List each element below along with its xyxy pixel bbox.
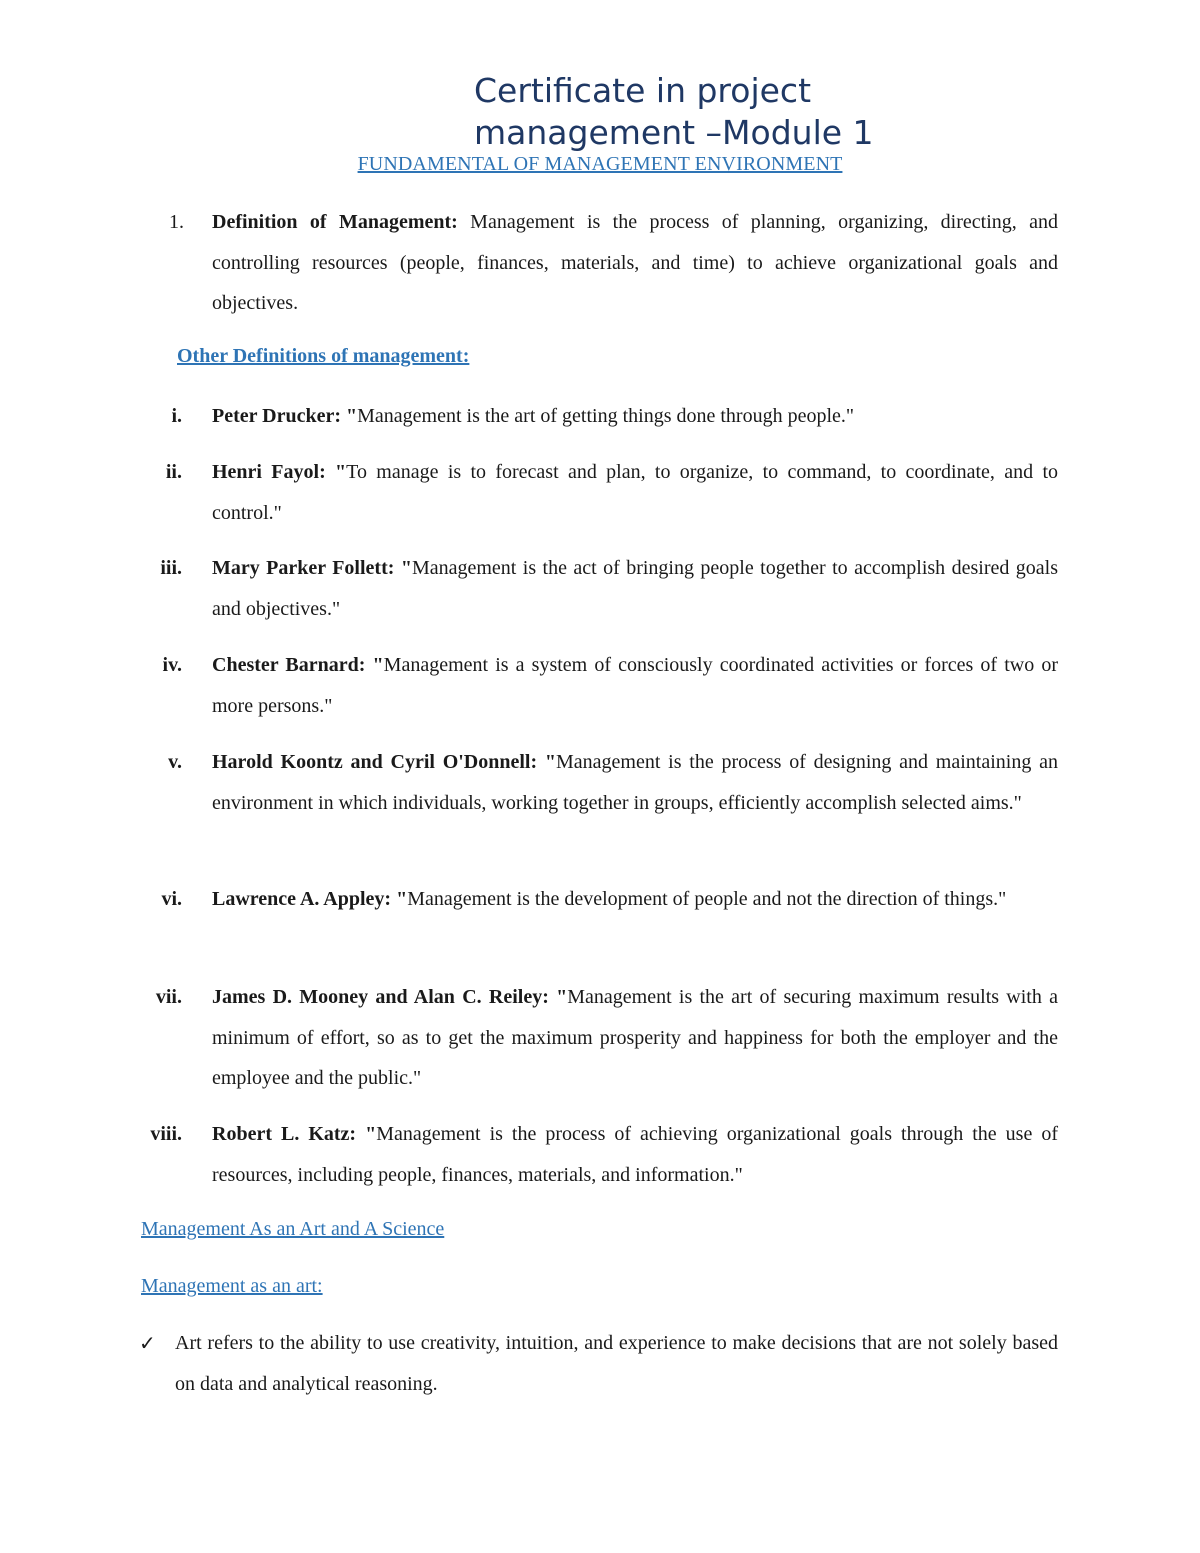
list-number: iv. xyxy=(162,654,182,676)
definition-list-item xyxy=(161,879,1058,920)
author-name: Chester Barnard: " xyxy=(212,654,384,676)
quote-text: Management is the process of achieving organizational goals through the use of resources, including people, finances, materials, and information." xyxy=(212,1123,1058,1186)
list-number: vi. xyxy=(161,888,182,910)
definition-term: Definition of Management: xyxy=(212,211,458,233)
quote-text: Management is the process of designing and maintaining an environment in which individuals, working together in groups, efficiently accomplish selected aims." xyxy=(212,751,1058,814)
art-science-heading: Management As an Art and A Science xyxy=(141,1218,445,1240)
author-name: Mary Parker Follett: " xyxy=(212,557,412,579)
definition-list-item xyxy=(165,452,1058,533)
definition-list-item xyxy=(171,396,1058,437)
list-number: vii. xyxy=(155,986,182,1008)
quote-text: To manage is to forecast and plan, to organize, to command, to coordinate, and to control." xyxy=(212,461,1058,524)
document-title xyxy=(474,70,1034,154)
author-name: Henri Fayol: " xyxy=(212,461,347,483)
quote-text: Management is a system of consciously coordinated activities or forces of two or more persons." xyxy=(212,654,1058,717)
other-definitions-heading: Other Definitions of management: xyxy=(177,345,470,367)
art-point-text: Art refers to the ability to use creativity, intuition, and experience to make decisions that are not solely based on data and analytical reasoning. xyxy=(175,1332,1058,1395)
definition-item xyxy=(169,202,1059,324)
list-number: iii. xyxy=(160,557,182,579)
art-heading: Management as an art: xyxy=(141,1275,323,1297)
definition-list-item xyxy=(160,548,1058,629)
definition-number: 1. xyxy=(169,211,184,233)
author-name: James D. Mooney and Alan C. Reiley: " xyxy=(212,986,568,1008)
definition-list-item xyxy=(150,1114,1058,1195)
list-number: viii. xyxy=(150,1123,182,1145)
definition-list-item xyxy=(162,645,1058,726)
list-number: ii. xyxy=(165,461,182,483)
title-line-1: Certificate in project xyxy=(474,71,812,110)
quote-text: Management is the art of securing maximum results with a minimum of effort, so as to get the maximum prosperity and happiness for both the employer and the employee and the public." xyxy=(212,986,1058,1089)
title-line-2: management –Module 1 xyxy=(474,113,874,152)
quote-text: Management is the act of bringing people together to accomplish desired goals and objectives." xyxy=(212,557,1058,620)
author-name: Robert L. Katz: " xyxy=(212,1123,377,1145)
author-name: Harold Koontz and Cyril O'Donnell: " xyxy=(212,751,557,773)
quote-text: Management is the development of people and not the direction of things." xyxy=(407,888,1007,910)
author-name: Lawrence A. Appley: " xyxy=(212,888,408,910)
definition-text: Management is the process of planning, organizing, directing, and controlling resources (people, finances, materials, and time) to achieve organizational goals and objectives. xyxy=(212,211,1059,314)
list-number: i. xyxy=(171,405,182,427)
definition-list-item xyxy=(168,742,1058,823)
definition-list-item xyxy=(155,977,1058,1099)
author-name: Peter Drucker: " xyxy=(212,405,358,427)
list-number: v. xyxy=(168,751,182,773)
check-mark-icon: ✓ xyxy=(139,1331,156,1355)
quote-text: Management is the art of getting things done through people." xyxy=(357,405,855,427)
art-point xyxy=(139,1323,1058,1404)
document-subtitle: FUNDAMENTAL OF MANAGEMENT ENVIRONMENT xyxy=(357,153,843,175)
